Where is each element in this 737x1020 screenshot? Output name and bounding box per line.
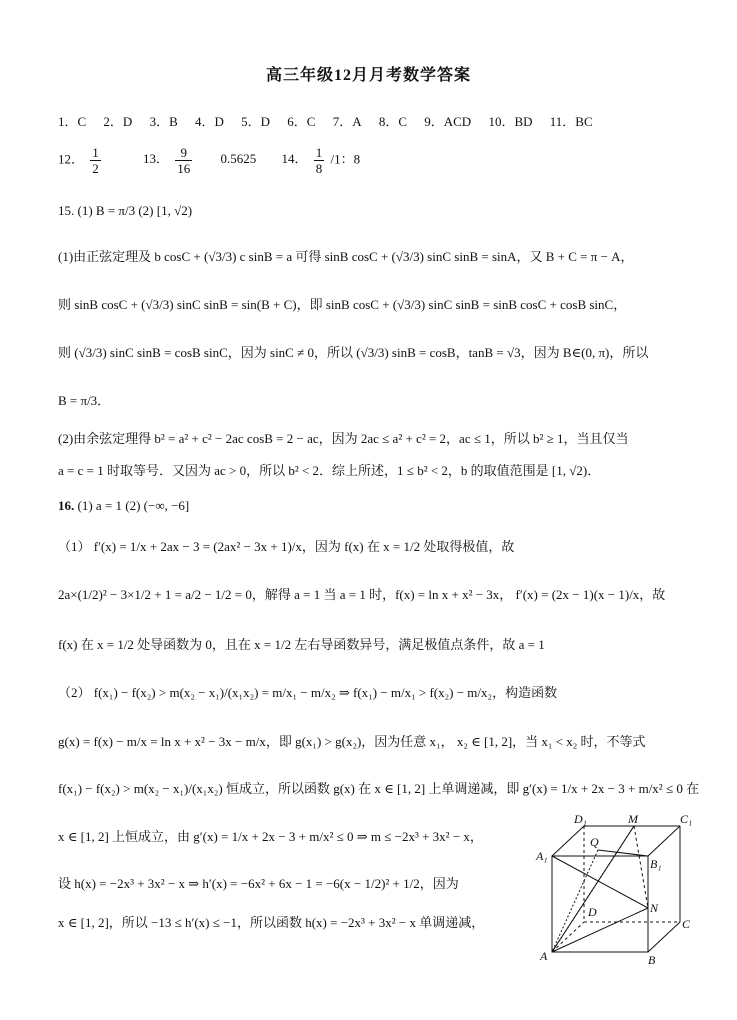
answer-10: 10．BD — [488, 114, 533, 129]
q16-line-4: （2） f(x₁) − f(x₂) > m(x₂ − x₁)/(x₁x₂) = m/x₁ − m/x₂ ⇒ f(x₁) − m/x₁ > f(x₂) − m/x₂，构造函数 — [58, 685, 558, 700]
page-title: 高三年级12月月考数学答案 — [265, 67, 471, 84]
answer-6: 6．C — [287, 114, 316, 129]
label-d1: D₁ — [574, 812, 587, 826]
q15-para-2: 则 sinB cosC + (√3/3) sinC sinB = sin(B + C)，即 sinB cosC + (√3/3) sinC sinB = sinB cosC + cosB sinC， — [58, 297, 627, 312]
answers-row-2 — [58, 145, 360, 176]
answers-row-1 — [58, 113, 607, 131]
line-qb1 — [598, 850, 648, 856]
answer-13-decimal: 0.5625 — [220, 151, 257, 167]
label-c: C — [682, 917, 691, 931]
q16-line-2: 2a×(1/2)² − 3×1/2 + 1 = a/2 − 1/2 = 0，解得 a = 1 当 a = 1 时，f(x) = ln x + x² − 3x， f′(x) = (2x − 1)(x − 1)/x，故 — [58, 587, 666, 602]
q16-line-7: x ∈ [1, 2] 上恒成立，由 g′(x) = 1/x + 2x − 3 + m/x² ≤ 0 ⇒ m ≤ −2x³ + 3x² − x， — [58, 829, 483, 844]
q15-heading: 15. (1) B = π/3 (2) [1, √2) — [58, 203, 193, 218]
q16-line-6: f(x₁) − f(x₂) > m(x₂ − x₁)/(x₁x₂) 恒成立，所以函数 g(x) 在 x ∈ [1, 2] 上单调递减，即 g′(x) = 1/x + 2x − 3 + m/x² ≤ 0 在 — [58, 781, 700, 796]
q16-line-1: （1） f′(x) = 1/x + 2ax − 3 = (2ax² − 3x + 1)/x，因为 f(x) 在 x = 1/2 处取得极值，故 — [58, 539, 515, 554]
edge-a1d1 — [552, 826, 584, 856]
line-qa — [552, 850, 598, 952]
line-mn — [634, 826, 648, 908]
answer-3: 3．B — [149, 114, 178, 129]
answer-14-fraction: $\frac{1}{8}$ — [315, 145, 323, 176]
q16-number: 16. — [58, 498, 75, 513]
q15-para-3: 则 (√3/3) sinC sinB = cosB sinC，因为 sinC ≠ 0，所以 (√3/3) sinB = cosB，tanB = √3，因为 B∈(0, π)，所以 — [58, 345, 649, 360]
answer-9: 9．ACD — [424, 114, 472, 129]
label-c1: C₁ — [680, 812, 693, 826]
q15-para-1: (1)由正弦定理及 b cosC + (√3/3) c sinB = a 可得 sinB cosC + (√3/3) sinC sinB = sinA，又 B + C = π − A， — [58, 249, 634, 264]
q15-para-6: a = c = 1 时取等号．又因为 ac > 0，所以 b² < 2．综上所述，1 ≤ b² < 2，b 的取值范围是 [1, √2)． — [58, 463, 601, 478]
label-q: Q — [590, 835, 599, 849]
q16-heading — [58, 497, 189, 515]
label-a: A — [540, 949, 548, 963]
label-b1: B₁ — [650, 857, 662, 871]
q15-para-4: B = π/3． — [58, 393, 111, 408]
answer-8: 8．C — [378, 114, 407, 129]
answer-14-label: 14． — [281, 151, 308, 167]
cube-diagram — [528, 810, 700, 970]
edge-b1c1 — [648, 826, 680, 856]
label-n: N — [650, 901, 659, 915]
answer-13-fraction: $\frac{9}{16}$ — [177, 145, 191, 176]
label-d: D — [588, 905, 597, 919]
label-b: B — [648, 953, 656, 967]
answer-12-fraction: $\frac{1}{2}$ — [92, 145, 99, 176]
q16-line-9: x ∈ [1, 2]，所以 −13 ≤ h′(x) ≤ −1，所以函数 h(x) = −2x³ + 3x² − x 单调递减， — [58, 915, 485, 930]
answer-12-label: 12． — [58, 151, 85, 167]
label-a1: A₁ — [536, 849, 548, 863]
edge-bc — [648, 922, 680, 952]
q16-line-5: g(x) = f(x) − m/x = ln x + x² − 3x − m/x，即 g(x₁) > g(x₂)，因为任意 x₁， x₂ ∈ [1, 2]，当 x₁ < x₂ 时，不等式 — [58, 734, 646, 749]
line-a1n — [552, 856, 648, 908]
answer-1: 1．C — [58, 114, 87, 129]
label-m: M — [628, 812, 638, 826]
answer-5: 5．D — [241, 114, 271, 129]
front-face — [552, 856, 648, 952]
answer-14-ratio: /1：8 — [330, 151, 361, 167]
answer-7: 7．A — [332, 114, 362, 129]
answer-13-label: 13． — [143, 151, 170, 167]
answer-2: 2．D — [103, 114, 133, 129]
q16-line-8: 设 h(x) = −2x³ + 3x² − x ⇒ h′(x) = −6x² + 6x − 1 = −6(x − 1/2)² + 1/2，因为 — [58, 876, 459, 891]
q15-para-5: (2)由余弦定理得 b² = a² + c² − 2ac cosB = 2 − ac，因为 2ac ≤ a² + c² = 2，ac ≤ 1，所以 b² ≥ 1，当且仅当 — [58, 431, 629, 446]
q16-answers: (1) a = 1 (2) (−∞, −6] — [77, 498, 190, 513]
answer-11: 11．BC — [549, 114, 593, 129]
answer-4: 4．D — [194, 114, 224, 129]
q16-line-3: f(x) 在 x = 1/2 处导函数为 0，且在 x = 1/2 左右导函数异号，满足极值点条件，故 a = 1 — [58, 637, 545, 652]
